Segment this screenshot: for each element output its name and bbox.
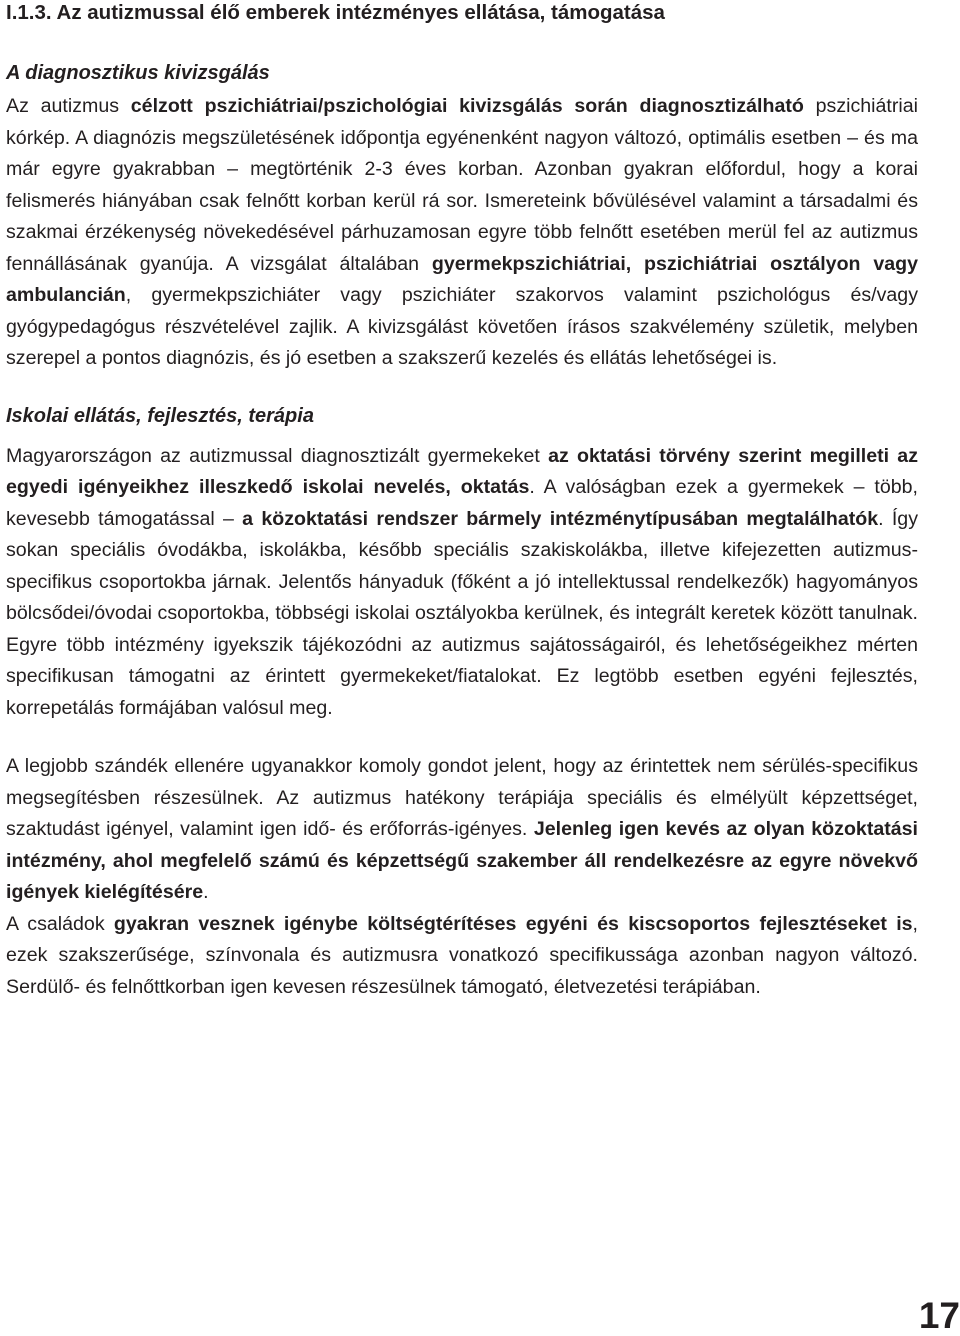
section-heading-school-care: Iskolai ellátás, fejlesztés, terápia [6,404,314,427]
paragraph-families [6,909,918,1004]
text-run: Az autizmus [6,95,131,117]
text-run: pszichiátriai kórkép. A diagnózis megszületésének időpontja egyénenként nagyon változó, optimális esetben – és ma már egyre gyakrabban – megtörténik 2-3 éves korban. Azonban gyakran előfordul, hogy a korai felismerés hiányában csak felnőtt korban kerül rá sor. Ismereteink bővülésével valamint a társadalmi és szakmai érzékenység növekedésével párhuzamosan egyre több felnőtt esetében merül fel az autizmus fennállásának gyanúja. A vizsgálat általában [6,95,918,275]
text-run: , ezek szakszerűsége, színvonala és autizmusra vonatkozó specifikussága azonban nagyon változó. Serdülő- és felnőttkorban igen kevesen részesülnek támogató, életvezetési terápiában. [6,912,918,998]
bold-text-run: Jelenleg igen kevés az olyan közoktatási intézmény, ahol megfelelő számú és képzettségű szakember áll rendelkezésre az egyre növekvő igények kielégítésére [6,818,918,903]
text-run: , gyermekpszichiáter vagy pszichiáter szakorvos valamint pszichológus és/vagy gyógypedagógus részvételével zajlik. A kivizsgálást követően írásos szakvélemény születik, melyben szerepel a pontos diagnózis, és jó esetben a szakszerű kezelés és ellátás lehetőségei is. [6,284,918,369]
paragraph-diagnostics [6,91,918,375]
text-run: A családok [6,912,114,935]
chapter-title: I.1.3. Az autizmussal élő emberek intézményes ellátása, támogatása [6,1,665,24]
text-run: Magyarországon az autizmussal diagnosztizált gyermekeket [6,444,549,467]
text-run: . [203,881,209,903]
bold-text-run: gyermekpszichiátriai, pszichiátriai osztályon vagy ambulancián [6,252,919,306]
bold-text-run: a közoktatási rendszer bármely intézménytípusában megtalálhatók [242,507,879,530]
paragraph-specialist-shortage [6,751,918,909]
page-number: 17 [918,1295,960,1336]
document-page [6,0,918,1003]
paragraph-school-care [6,441,918,725]
bold-text-run: gyakran vesznek igénybe költségtérítéses egyéni és kiscsoportos fejlesztéseket is [113,912,913,935]
section-heading-diagnostics: A diagnosztikus kivizsgálás [6,62,270,84]
bold-text-run: célzott pszichiátriai/pszichológiai kivizsgálás során diagnosztizálható [130,95,804,117]
bold-text-run: az oktatási törvény szerint megilleti az egyedi igényeikhez illeszkedő iskolai nevelés, oktatás [6,444,918,498]
text-run: . A valóságban ezek a gyermekek – több, kevesebb támogatással – [6,476,918,530]
text-run: . Így sokan speciális óvodákba, iskolákba, később speciális szakiskolákba, illetve kifejezetten autizmus-specifikus csoportokba járnak. Jelentős hányaduk (főként a jó intellektussal rendelkezők) hagyományos bölcsődei/óvodai csoportokba, többségi iskolai osztályokba kerülnek, és integrált keretek között tanulnak. Egyre több intézmény igyekszik tájékozódni az autizmus sajátosságairól, és lehetőségeikhez mérten specifikusan támogatni az érintett gyermekeket/fiatalokat. Ez legtöbb esetben egyéni fejlesztés, korrepetálás formájában valósul meg. [6,507,918,719]
text-run: A legjobb szándék ellenére ugyanakkor komoly gondot jelent, hogy az érintettek nem sérülés-specifikus megsegítésben részesülnek. Az autizmus hatékony terápiája speciális és elmélyült képzettséget, szaktudást igényel, valamint igen idő- és erőforrás-igényes. [6,755,918,840]
